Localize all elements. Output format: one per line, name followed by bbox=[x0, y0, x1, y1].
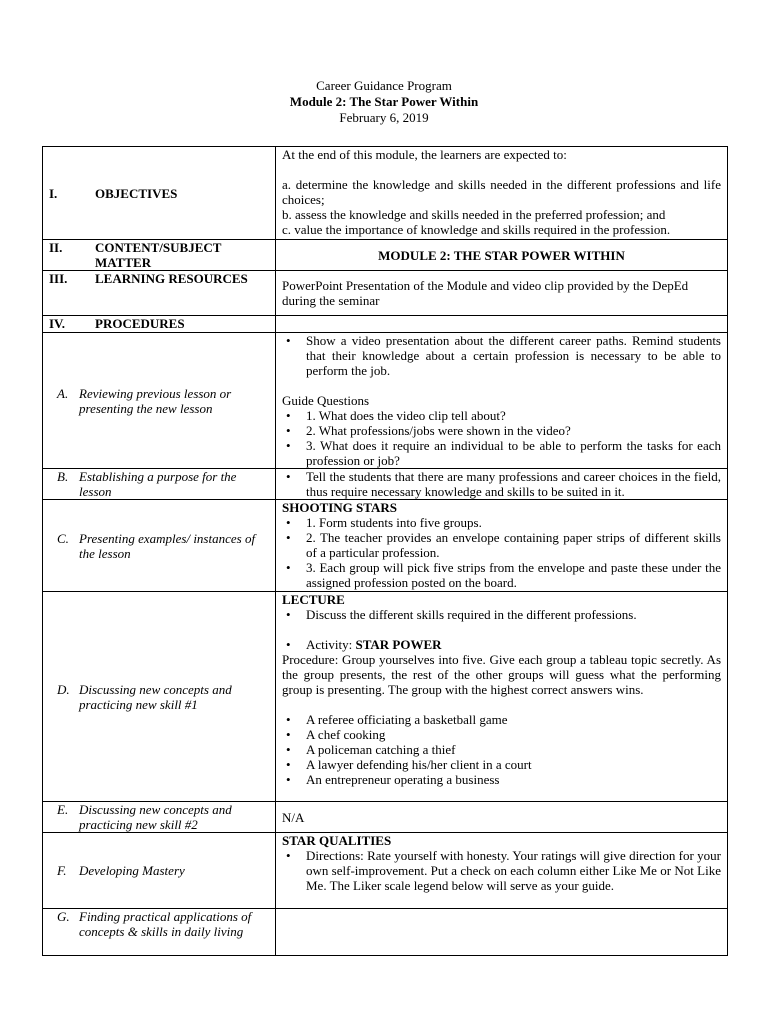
guide-questions-title: Guide Questions bbox=[282, 393, 370, 408]
procedures-label-cell bbox=[43, 316, 276, 333]
content-value-cell bbox=[276, 240, 728, 271]
objectives-intro: At the end of this module, the learners are expected to: bbox=[282, 147, 567, 162]
row-procedure-f bbox=[43, 833, 728, 909]
resources-value-cell bbox=[276, 271, 728, 316]
section-number: III. bbox=[49, 271, 68, 286]
activity-title: SHOOTING STARS bbox=[282, 500, 397, 515]
list-item: • 2. The teacher provides an envelope containing paper strips of different skills of a particular profession. bbox=[282, 530, 721, 560]
procedure-letter: B. bbox=[57, 469, 69, 484]
content-value: MODULE 2: THE STAR POWER WITHIN bbox=[378, 247, 625, 263]
objective-c: c. value the importance of knowledge and skills required in the profession. bbox=[282, 222, 671, 237]
section-number: IV. bbox=[49, 316, 66, 331]
procedure-label: Reviewing previous lesson or presenting the new lesson bbox=[79, 385, 232, 416]
procedure-g-content-cell bbox=[276, 909, 728, 956]
row-procedures bbox=[43, 316, 728, 333]
list-item: • Directions: Rate yourself with honesty. Your ratings will give direction for your own self-improvement. Put a check on each column either Like Me or Not Like Me. The Liker scale legend below will serve as your guide. bbox=[282, 848, 721, 893]
section-number: II. bbox=[49, 240, 63, 255]
resources-label-cell bbox=[43, 271, 276, 316]
resources-value: PowerPoint Presentation of the Module and video clip provided by the DepEd during the seminar bbox=[282, 278, 689, 308]
module-title: Module 2: The Star Power Within bbox=[289, 94, 479, 109]
list-item: • 3. Each group will pick five strips from the envelope and paste these under the assigned profession posted on the board. bbox=[282, 560, 721, 590]
list-item: • Discuss the different skills required in the different professions. bbox=[282, 607, 721, 622]
procedure-label: Establishing a purpose for the lesson bbox=[79, 469, 237, 499]
activity-prefix: Activity: bbox=[306, 637, 356, 652]
list-item: • 1. Form students into five groups. bbox=[282, 515, 721, 530]
list-item: • A referee officiating a basketball game bbox=[282, 712, 721, 727]
procedure-letter: C. bbox=[57, 530, 69, 546]
list-item: • A policeman catching a thief bbox=[282, 742, 721, 757]
document-header bbox=[0, 78, 768, 126]
activity-procedure: Procedure: Group yourselves into five. Give each group a tableau topic secretly. As the group presents, the rest of the other groups will guess what the performing group is presenting. The group with the highest correct answers wins. bbox=[282, 652, 721, 697]
lesson-plan-table bbox=[42, 146, 728, 956]
list-item: • A lawyer defending his/her client in a court bbox=[282, 757, 721, 772]
procedure-c-content-cell bbox=[276, 500, 728, 592]
list-item: • 3. What does it require an individual to be able to perform the tasks for each profession or job? bbox=[282, 438, 721, 468]
section-label: OBJECTIVES bbox=[95, 185, 178, 201]
objective-b: b. assess the knowledge and skills needed in the preferred profession; and bbox=[282, 207, 666, 222]
list-item: • 1. What does the video clip tell about? bbox=[282, 408, 721, 423]
row-resources bbox=[43, 271, 728, 316]
activity-item bbox=[282, 637, 721, 652]
list-item: • Show a video presentation about the different career paths. Remind students that their knowledge about a certain profession is necessary to be able to perform the job. bbox=[282, 333, 721, 378]
row-procedure-c bbox=[43, 500, 728, 592]
program-title: Career Guidance Program bbox=[316, 78, 452, 93]
row-procedure-a bbox=[43, 333, 728, 469]
procedure-b-label-cell bbox=[43, 469, 276, 500]
procedure-letter: G. bbox=[57, 909, 70, 924]
procedure-a-label-cell bbox=[43, 333, 276, 469]
section-number: I. bbox=[49, 185, 58, 201]
procedure-b-content-cell bbox=[276, 469, 728, 500]
section-label: LEARNING RESOURCES bbox=[95, 271, 248, 286]
activity-title: LECTURE bbox=[282, 592, 345, 607]
procedure-f-label-cell bbox=[43, 833, 276, 909]
procedure-label: Developing Mastery bbox=[79, 863, 185, 878]
list-item: • A chef cooking bbox=[282, 727, 721, 742]
row-objectives bbox=[43, 147, 728, 240]
section-label: PROCEDURES bbox=[95, 316, 185, 331]
procedure-e-value: N/A bbox=[282, 809, 305, 825]
procedure-d-label-cell bbox=[43, 592, 276, 802]
document-date: February 6, 2019 bbox=[339, 110, 429, 125]
procedure-f-content-cell bbox=[276, 833, 728, 909]
row-procedure-e bbox=[43, 802, 728, 833]
procedure-label: Presenting examples/ instances of the lesson bbox=[79, 530, 256, 561]
procedure-a-content-cell bbox=[276, 333, 728, 469]
content-label-cell bbox=[43, 240, 276, 271]
procedure-letter: F. bbox=[57, 863, 67, 878]
procedure-label: Discussing new concepts and practicing new skill #2 bbox=[79, 802, 232, 832]
row-procedure-b bbox=[43, 469, 728, 500]
list-item: • An entrepreneur operating a business bbox=[282, 772, 721, 787]
procedure-e-label-cell bbox=[43, 802, 276, 833]
procedure-g-label-cell bbox=[43, 909, 276, 956]
objectives-content-cell bbox=[276, 147, 728, 240]
procedure-label: Discussing new concepts and practicing new skill #1 bbox=[79, 681, 232, 712]
procedure-e-content-cell bbox=[276, 802, 728, 833]
row-content bbox=[43, 240, 728, 271]
activity-title: STAR QUALITIES bbox=[282, 833, 392, 848]
activity-name: STAR POWER bbox=[355, 637, 442, 652]
procedure-c-label-cell bbox=[43, 500, 276, 592]
section-label: CONTENT/SUBJECT MATTER bbox=[95, 240, 222, 270]
procedures-empty-cell bbox=[276, 316, 728, 333]
procedure-letter: D. bbox=[57, 681, 70, 697]
objective-a: a. determine the knowledge and skills needed in the different professions and life choices; bbox=[282, 177, 721, 207]
procedure-letter: A. bbox=[57, 385, 69, 401]
row-procedure-g bbox=[43, 909, 728, 956]
procedure-label: Finding practical applications of concepts & skills in daily living bbox=[79, 909, 252, 939]
objectives-label-cell bbox=[43, 147, 276, 240]
procedure-d-content-cell bbox=[276, 592, 728, 802]
row-procedure-d bbox=[43, 592, 728, 802]
list-item: • Tell the students that there are many professions and career choices in the field, thus require necessary knowledge and skills to be suited in it. bbox=[282, 469, 721, 499]
procedure-letter: E. bbox=[57, 802, 69, 817]
list-item: • 2. What professions/jobs were shown in the video? bbox=[282, 423, 721, 438]
